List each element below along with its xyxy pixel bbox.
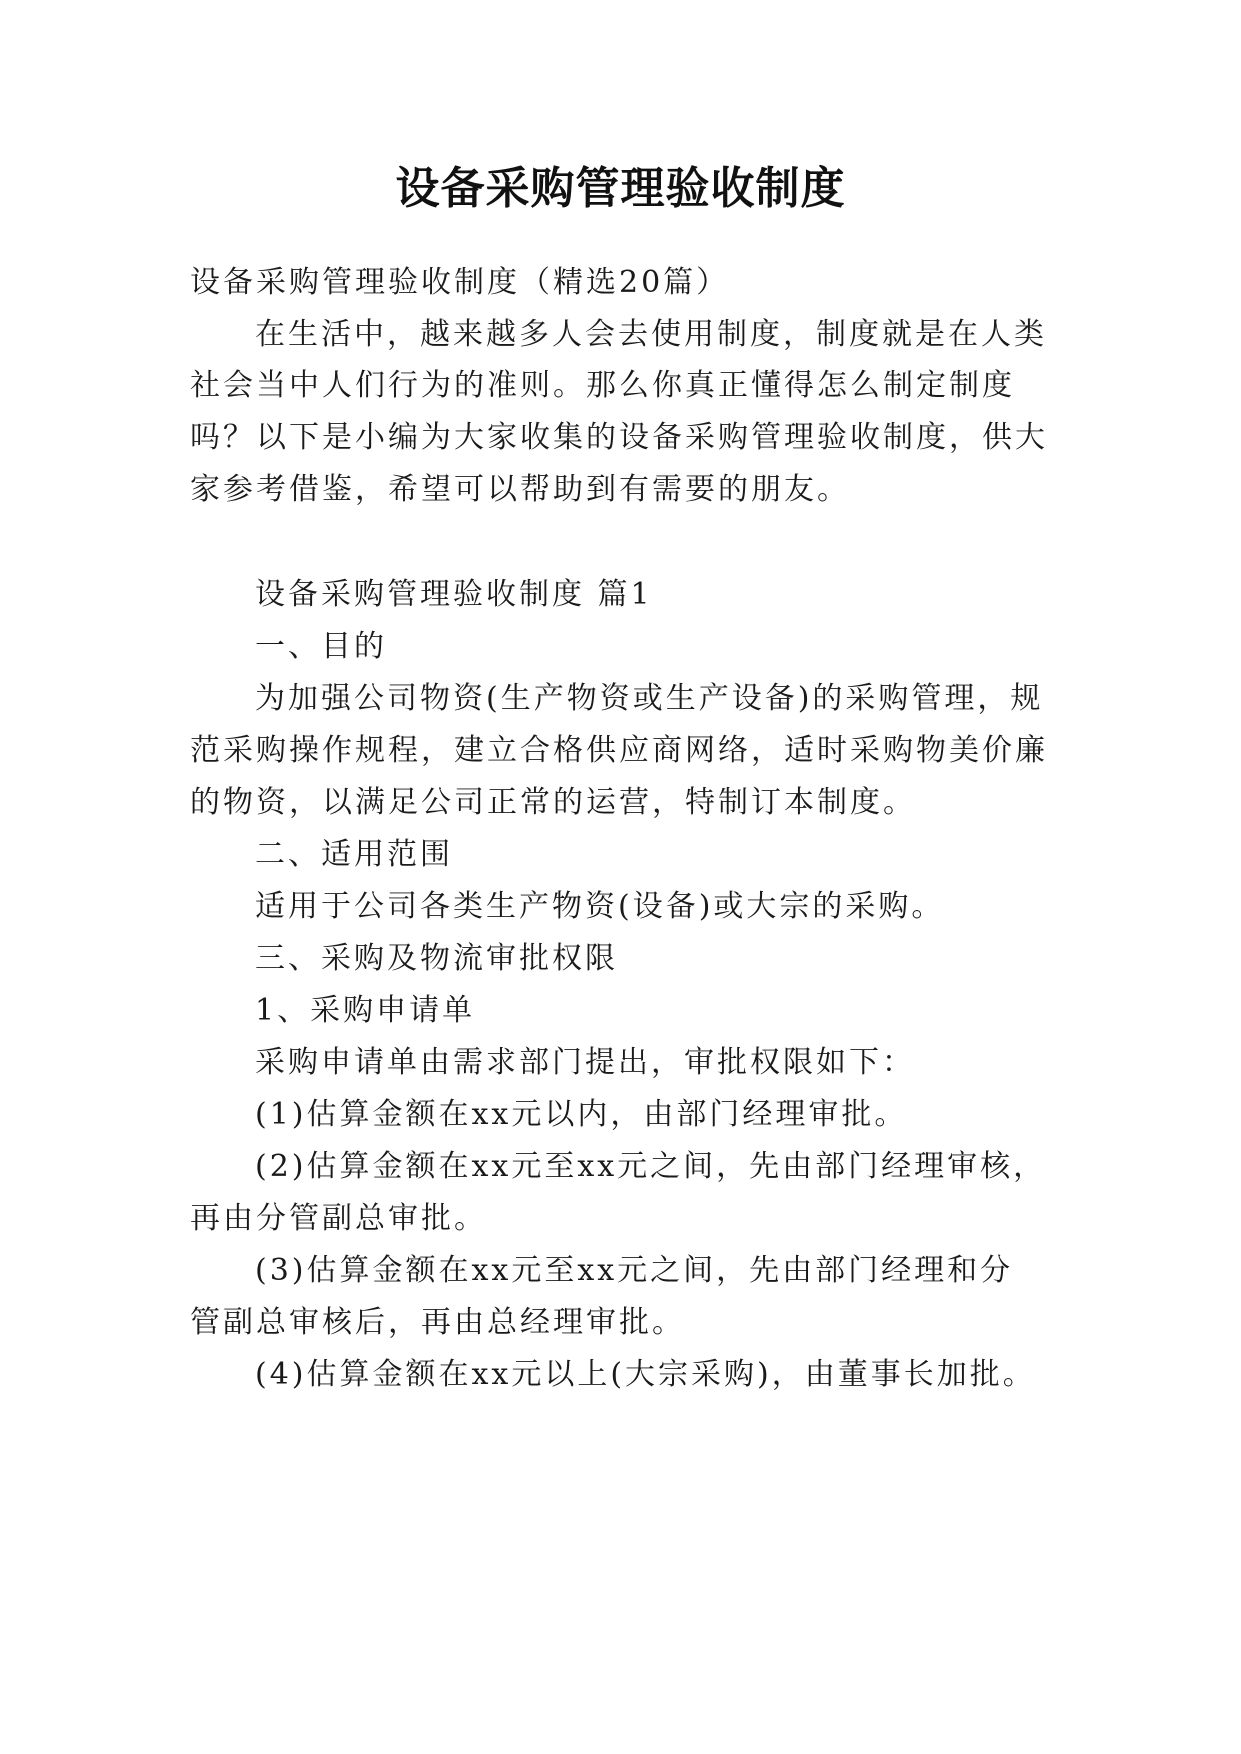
list-item: (1)估算金额在xx元以内，由部门经理审批。 — [255, 1097, 908, 1132]
body-line: 采购申请单由需求部门提出，审批权限如下： — [255, 1045, 915, 1080]
list-item-continuation: 管副总审核后，再由总经理审批。 — [190, 1305, 685, 1340]
heading-approval: 三、采购及物流审批权限 — [255, 941, 618, 976]
intro-line: 社会当中人们行为的准则。那么你真正懂得怎么制定制度 — [190, 368, 1015, 403]
list-item: (2)估算金额在xx元至xx元之间，先由部门经理审核， — [255, 1149, 1047, 1184]
subheading-requisition: 1、采购申请单 — [255, 993, 476, 1028]
body-line: 适用于公司各类生产物资(设备)或大宗的采购。 — [255, 889, 945, 924]
intro-line: 家参考借鉴，希望可以帮助到有需要的朋友。 — [190, 472, 850, 507]
body-line: 范采购操作规程，建立合格供应商网络，适时采购物美价廉 — [190, 733, 1048, 768]
list-item: (4)估算金额在xx元以上(大宗采购)，由董事长加批。 — [255, 1357, 1036, 1392]
heading-scope: 二、适用范围 — [255, 837, 453, 872]
body-line: 为加强公司物资(生产物资或生产设备)的采购管理，规 — [255, 681, 1044, 716]
intro-line: 在生活中，越来越多人会去使用制度，制度就是在人类 — [255, 317, 1047, 352]
document-subtitle: 设备采购管理验收制度（精选20篇） — [190, 265, 730, 300]
heading-purpose: 一、目的 — [255, 629, 387, 664]
intro-line: 吗？以下是小编为大家收集的设备采购管理验收制度，供大 — [190, 420, 1048, 455]
document-title: 设备采购管理验收制度 — [395, 163, 846, 214]
list-item-continuation: 再由分管副总审批。 — [190, 1201, 487, 1236]
body-line: 的物资，以满足公司正常的运营，特制订本制度。 — [190, 785, 916, 820]
section-heading: 设备采购管理验收制度 篇1 — [255, 577, 653, 612]
list-item: (3)估算金额在xx元至xx元之间，先由部门经理和分 — [255, 1253, 1014, 1288]
